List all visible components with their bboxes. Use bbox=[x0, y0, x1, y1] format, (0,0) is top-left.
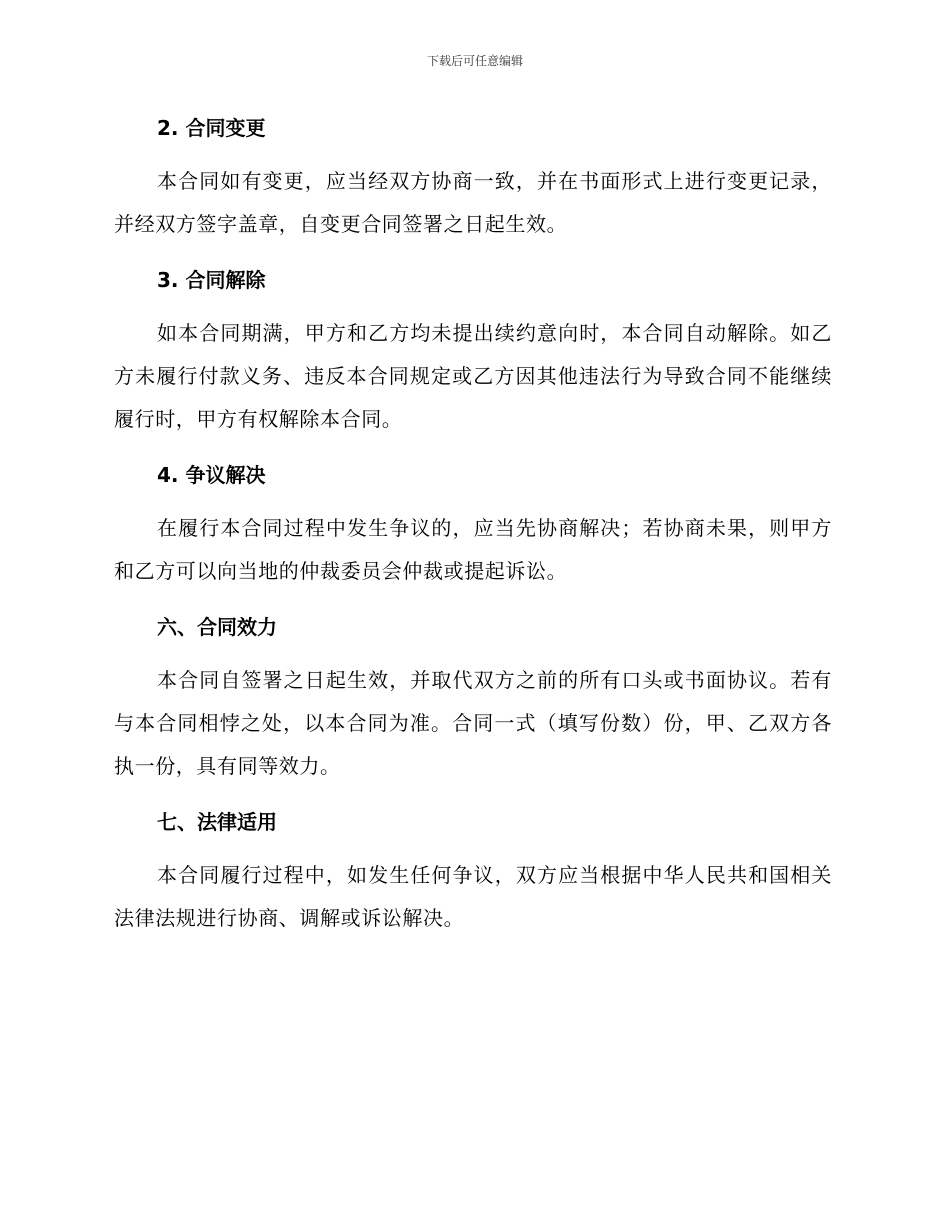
document-body bbox=[114, 108, 832, 954]
section-body-contract-validity: 本合同自签署之日起生效，并取代双方之前的所有口头或书面协议。若有与本合同相悖之处，以本合同为准。合同一式（填写份数）份，甲、乙双方各执一份，具有同等效力。 bbox=[114, 668, 832, 778]
section-body-dispute-resolution: 在履行本合同过程中发生争议的，应当先协商解决；若协商未果，则甲方和乙方可以向当地的仲裁委员会仲裁或提起诉讼。 bbox=[114, 516, 832, 583]
page-header: 下载后可任意编辑 bbox=[426, 54, 523, 68]
section-heading-applicable-law: 七、法律适用 bbox=[157, 810, 277, 834]
section-body-applicable-law: 本合同履行过程中，如发生任何争议，双方应当根据中华人民共和国相关法律法规进行协商、调解或诉讼解决。 bbox=[114, 863, 832, 930]
section-body-contract-change: 本合同如有变更，应当经双方协商一致，并在书面形式上进行变更记录，并经双方签字盖章，自变更合同签署之日起生效。 bbox=[114, 169, 832, 236]
section-heading-contract-termination: 3. 合同解除 bbox=[157, 268, 266, 292]
section-body-contract-termination: 如本合同期满，甲方和乙方均未提出续约意向时，本合同自动解除。如乙方未履行付款义务、违反本合同规定或乙方因其他违法行为导致合同不能继续履行时，甲方有权解除本合同。 bbox=[114, 321, 832, 431]
section-heading-contract-change: 2. 合同变更 bbox=[157, 116, 266, 140]
section-heading-contract-validity: 六、合同效力 bbox=[157, 615, 277, 639]
section-heading-dispute-resolution: 4. 争议解决 bbox=[157, 463, 266, 487]
